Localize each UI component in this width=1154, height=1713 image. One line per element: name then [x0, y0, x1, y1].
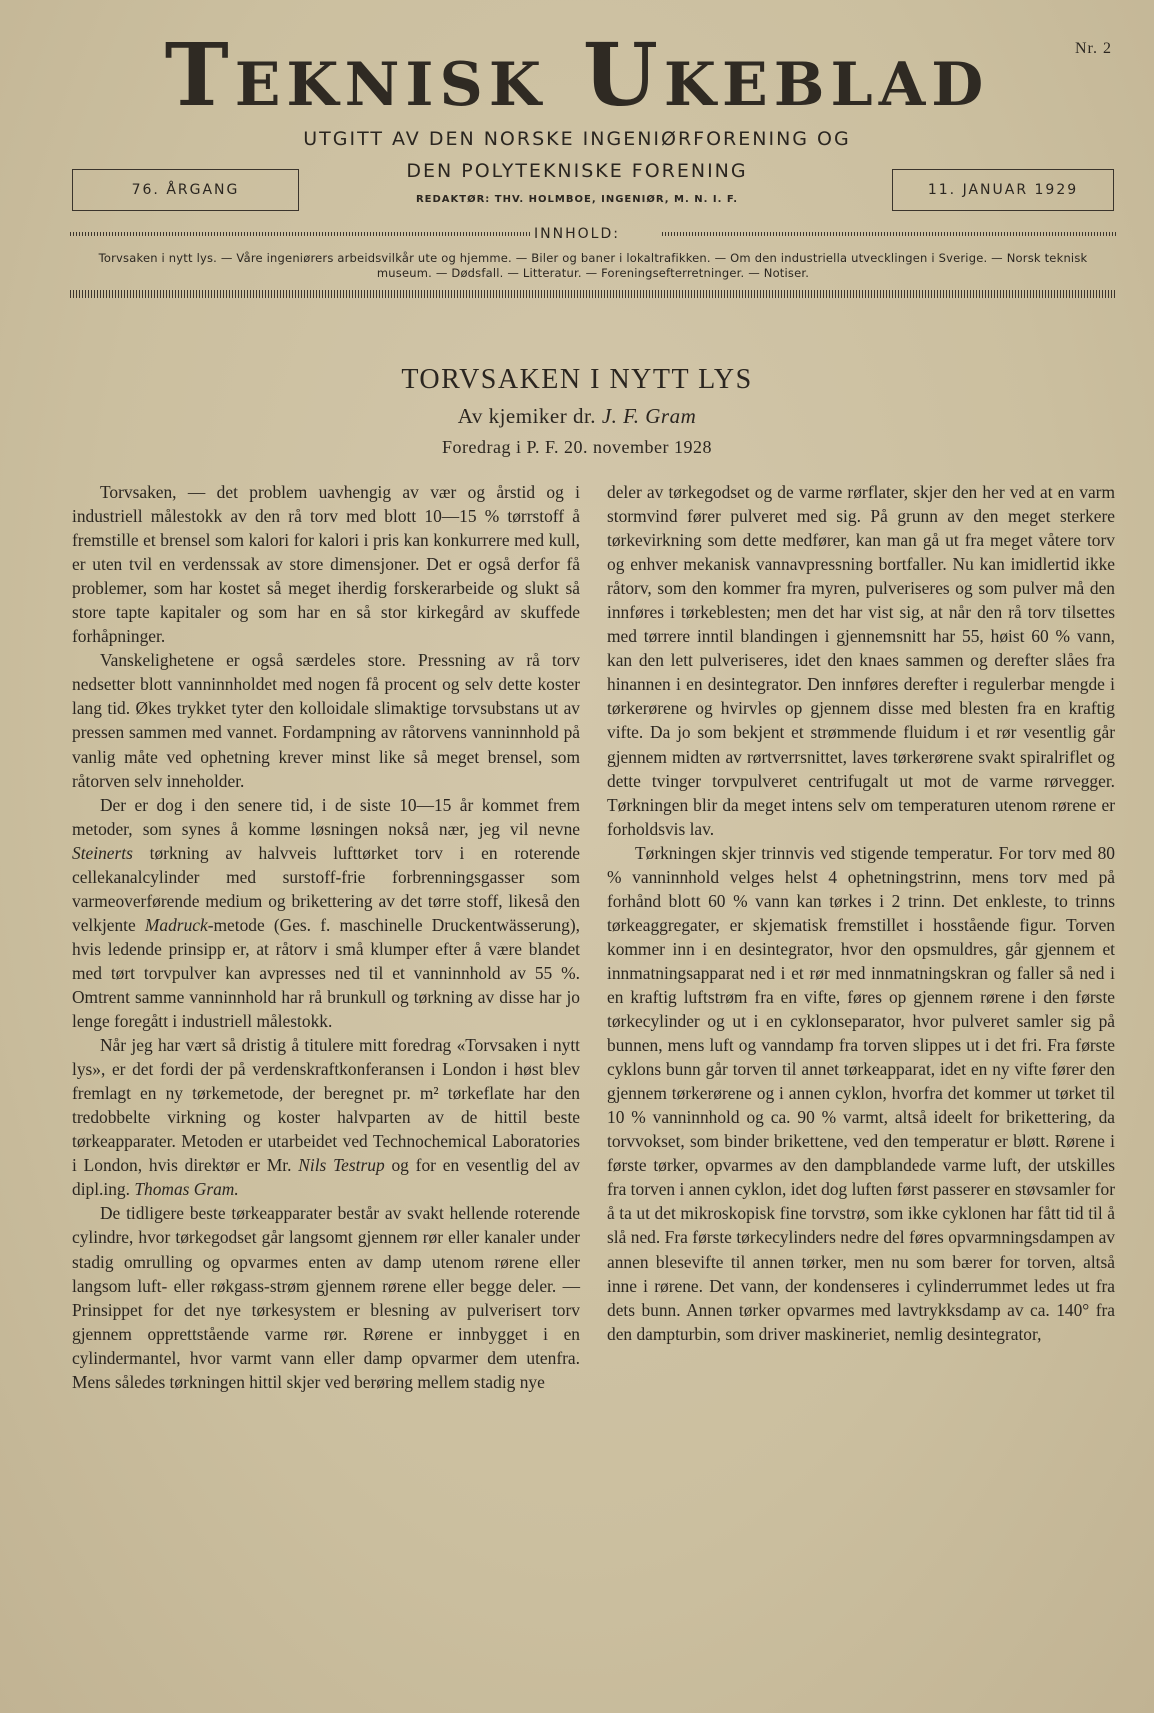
paragraph: Torvsaken, — det problem uavhengig av vær og årstid og i industriell målestokk av den rå torv med blott 10—15 % tørrstoff å fremstille et brensel som kalori for kalori i pris kan konkurrere med kull, er uten tvil en verdenssak av store dimensjoner. Det er også derfor få problemer, som har kostet så meget iherdig forskerarbeide og slukt så store tapte kapitaler og som har en så stor kirkegård av skuffede forhåpninger.	[72, 482, 580, 647]
byline-author: J. F. Gram	[601, 404, 697, 428]
article-title: TORVSAKEN I NYTT LYS	[401, 364, 753, 395]
paragraph: deler av tørkegodset og de varme rørflater, skjer den her ved at en varm stormvind fører pulveret med sig. På grunn av den meget sterkere tørkevirkning som dette medfører, kan man gå ut fra meget våtere torv og enhver mekanisk vannavpressning bortfaller. Nu kan imidlertid ikke råtorv, som den kommer fra myren, pulveriseres og som pulver må den innføres i tørkeblesten; men det har vist sig, at når den rå torv tilsettes med tørrere inntil blandingen i gjennemsnitt har 55, høist 60 % vann, kan den lett pulveriseres, idet den knaes sammen og derefter slåes fra hinannen i en desintegrator. Den innføres derefter i regulerbar mengde i tørkerørene og hvirvles op gjennem disse med blesten fra en kraftig vifte. Da jo som bekjent et strømmende fluidum i et rør vesentlig går gjennem midten av rørtverrsnittet, laves tørkerørene svakt spiralriflet og dette tvinger torvpulveret centrifugalt ut mot de varme rørvegger. Tørkningen blir da meget intens selv om temperaturen utenom rørene er forholdsvis lav.	[607, 482, 1115, 839]
article-column-left	[72, 480, 580, 1394]
article-column-right	[607, 480, 1115, 1346]
article-byline	[0, 404, 1154, 429]
paragraph: Der er dog i den senere tid, i de siste 10—15 år kommet frem metoder, som synes å komme løsningen nokså nær, jeg vil nevne Steinerts tørkning av halvveis lufttørket torv i en roterende cellekanalcylinder med surstoff-frie forbrenningsgasser som varmeoverførende medium og brikettering av det tørre stoff, likeså den velkjente Madruck-metode (Ges. f. maschinelle Druckentwässerung), hvis ledende prinsipp er, at råtorv i små klumper efter å være blandet med tørt torvpulver kan avpresses ned til et vanninnhold av 55 %. Omtrent samme vanninnhold har rå brunkull og tørkning av disse har jo lenge foregått i industriell målestokk.	[72, 794, 580, 1032]
masthead-title: Teknisk Ukeblad	[164, 25, 990, 126]
paragraph: Tørkningen skjer trinnvis ved stigende temperatur. For torv med 80 % vanninnhold velges helst 4 ophetningstrinn, mens torv med på forhånd blott 60 % vann kan tørkes i 2 trinn. Det enkleste, to trinns tørkeaggregater, er skjematisk fremstillet i hosstående figur. Torven kommer inn i en desintegrator, hvor den opsmuldres, går gjennem et innmatningsapparat ned i et rør med innmatningskran og faller så ned i en kraftig luftstrøm fra en vifte, føres op gjennem rørene i den første tørkecylinder og ut i en cyklonseparator, hvor pulveret samler sig på bunnen, mens luft og vanndamp fra torven slippes ut i det fri. Fra første cyklons bunn går torven til annet tørkeapparat, idet en ny vifte fører den gjennem tørkerørene og i annen cyklon, hvorfra det kommer ut tørket til 10 % vanninnhold og ca. 90 % varmt, altså ideelt for brikettering, da torvvokset, som binder brikettene, ved den temperatur er bløtt. Rørene i første tørker, opvarmes av den dampblandede varme luft, der utskilles fra torven i annen cyklon, idet dog luften først passerer en støvsamler for å ta ut det mikroskopisk fine torvstrø, som ikke cyklonen har fått tid til å slå ned. Fra første tørkecylinders nedre del føres opvarmningsdampen av annen blesevifte til annen tørker, men nu som bærer for torven, altså inne i rørene. Det vann, der kondenseres i cylinderrummet ledes ut fra dets bunn. Annen tørker opvarmes med lavtrykksdamp av ca. 140° fra den dampturbin, som driver maskineriet, nemlig desintegrator,	[607, 842, 1115, 1344]
article-note: Foredrag i P. F. 20. november 1928	[441, 437, 713, 457]
contents-label: INNHOLD:	[534, 226, 620, 242]
paragraph: Når jeg har vært så dristig å titulere mitt foredrag «Torvsaken i nytt lys», er det fordi der på verdenskraftkonferansen i London i høst blev fremlagt en ny tørkemetode, der beregnet pr. m² tørkeflate har den tredobbelte virkning og koster halvparten av de hittil beste tørkeapparater. Metoden er utarbeidet ved Technochemical Laboratories i London, hvis direktør er Mr. Nils Testrup og for en vesentlig del av dipl.ing. Thomas Gram.	[72, 1035, 580, 1200]
publisher-line-1: UTGITT AV DEN NORSKE INGENIØRFORENING OG	[303, 128, 851, 150]
editor-line: REDAKTØR: THV. HOLMBOE, INGENIØR, M. N. I. F.	[415, 194, 739, 205]
date-box: 11. JANUAR 1929	[892, 169, 1114, 211]
publisher-line-2: DEN POLYTEKNISKE FORENING	[406, 160, 748, 182]
volume-box: 76. ÅRGANG	[72, 169, 299, 211]
contents-list: Torvsaken i nytt lys. — Våre ingeniørers arbeidsvilkår ute og hjemme. — Biler og baner i lokaltrafikken. — Om den industriella utvecklingen i Sverige. — Norsk teknisk museum. — Dødsfall. — Litteratur. — Foreningsefterretninger. — Notiser.	[98, 251, 1088, 280]
byline-prefix: Av kjemiker dr.	[457, 404, 597, 428]
dotted-rule-bottom	[70, 290, 1116, 298]
issue-number: Nr. 2	[1075, 40, 1112, 57]
paragraph: De tidligere beste tørkeapparater består av svakt hellende roterende cylindre, hvor tørkegodset går langsomt gjennem rør eller kanaler under stadig omrulling og opvarmes enten av damp utenom rørene eller langsom luft- eller røkgass-strøm gjennem rørene eller begge deler. — Prinsippet for det nye tørkesystem er blesning av pulverisert torv gjennem opprettstående varme rør. Rørene er innbygget i en cylindermantel, hvor varmt vann eller damp opvarmer dem utenfra. Mens således tørkningen hittil skjer ved berøring mellem stadig nye	[72, 1203, 580, 1392]
dotted-rule-right	[662, 232, 1116, 236]
paragraph: Vanskelighetene er også særdeles store. Pressning av rå torv nedsetter blott vanninnholdet med nogen få procent og selv dette koster lang tid. Økes trykket tyter den kolloidale slimaktige torvsubstans ut av pressen sammen med vannet. Fordampning av råtorvens vanninnhold på vanlig måte ved ophetning krever minst like så meget brensel, som råtorven selv inneholder.	[72, 650, 580, 791]
